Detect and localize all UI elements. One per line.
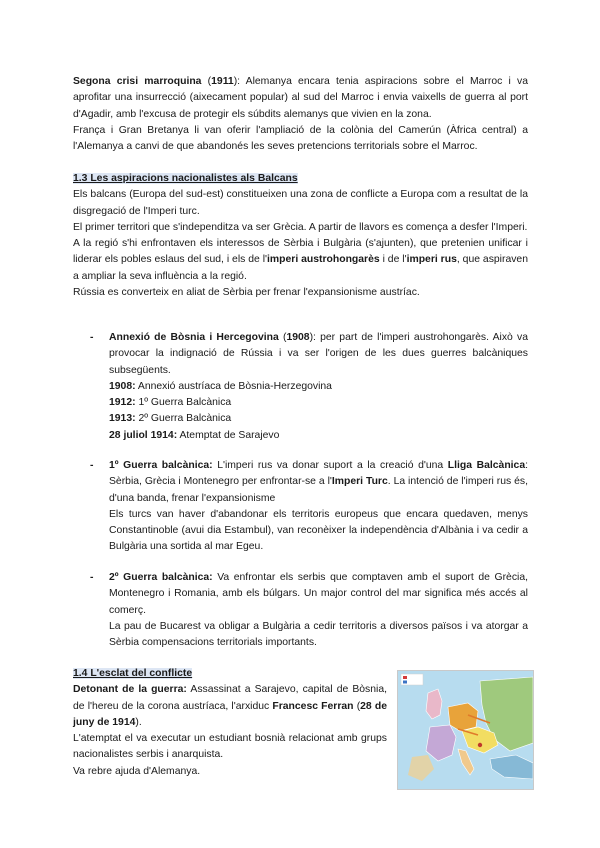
trigger-paragraph: Detonant de la guerra: Assassinat a Sarajevo, capital de Bòsnia, de l'hereu de la corona austríaca, l'arxiduc Francesc Ferran (28 de juny de 1914). <box>73 684 387 728</box>
balkans-section <box>73 171 528 301</box>
bullet-dash: - <box>90 460 94 471</box>
section-heading-1-4: 1.4 L'esclat del conflicte <box>73 668 193 679</box>
second-balkan-war-paragraph-2: La pau de Bucarest va obligar a Bulgària a cedir territoris a diversos països i va atorgar a Sèrbia compensacions territorials importants. <box>109 620 528 649</box>
moroccan-crisis-title: Segona crisi marroquina <box>73 76 202 87</box>
bullet-dash: - <box>90 332 94 343</box>
first-balkan-war-paragraph: 1º Guerra balcànica: L'imperi rus va donar suport a la creació d'una Lliga Balcànica: Sèrbia, Grècia i Montenegro per enfrontar-se a l'Imperi Turc. La intenció de l'imperi rus és, d'una banda, frenar l'expansionisme <box>109 460 528 504</box>
moroccan-crisis-block <box>73 74 528 155</box>
bosnia-annexation-paragraph: Annexió de Bòsnia i Hercegovina (1908): per part de l'imperi austrohongarès. Això va provocar la indignació de Rússia i va ser l'origen de les dues guerres balcàniques subsegüents. <box>109 332 529 376</box>
first-balkan-war-paragraph-2: Els turcs van haver d'abandonar els territoris europeus que encara quedaven, menys Constantinoble (avui dia Estambul), van reconèixer la independència d'Albània i va cedir a Bulgària una sortida al mar Egeu. <box>109 508 528 553</box>
section-heading-1-3: 1.3 Les aspiracions nacionalistes als Balcans <box>73 173 298 184</box>
balkans-paragraph-1: Els balcans (Europa del sud-est) constitueixen una zona de conflicte a Europa com a resultat de la disgregació de l'Imperi turc. <box>73 189 528 217</box>
bullet-dash: - <box>90 572 94 583</box>
moroccan-crisis-paragraph: Segona crisi marroquina (1911): Alemanya encara tenia aspiracions sobre el Marroc i va aprofitar una insurrecció (aixecament popular) al sud del Marroc i envia vaixells de guerra al port d'Agadir, amb l'excusa de protegir els súbdits alemanys que vivien en la zona. <box>73 76 528 120</box>
map-legend-swatch <box>403 676 407 679</box>
map-legend-swatch <box>403 681 407 684</box>
timeline-entry: 1913: 2º Guerra Balcànica <box>109 413 232 425</box>
map-sarajevo-marker <box>478 743 482 747</box>
moroccan-crisis-year: 1911 <box>211 76 234 87</box>
map-britain <box>426 689 442 719</box>
germany-help-paragraph: Va rebre ajuda d'Alemanya. <box>73 765 201 777</box>
second-balkan-war-paragraph: 2º Guerra balcànica: Va enfrontar els serbis que comptaven amb el suport de Grècia, Montenegro i Romania, amb els búlgars. Un major control del mar significa més accés al comerç. <box>109 572 528 616</box>
assassin-paragraph: L'atemptat el va executar un estudiant bosnià relacionat amb grups nacionalistes serbis i anarquista. <box>73 733 387 761</box>
europe-map-image <box>397 670 534 790</box>
conflict-outbreak-section <box>73 666 387 780</box>
bosnia-annexation-item <box>109 330 528 444</box>
second-balkan-war-item <box>109 570 528 651</box>
timeline-entry: 1912: 1º Guerra Balcànica <box>109 397 232 409</box>
balkans-paragraph-3: A la regió s'hi enfrontaven els interessos de Sèrbia i Bulgària (s'ajunten), que pretenien unificar i liderar els pobles eslaus del sud, i els de l'imperi austrohongarès i de l'imperi rus, que aspiraven a ampliar la seva influència a la regió. <box>73 238 528 282</box>
balkans-paragraph-4: Rússia es converteix en aliat de Sèrbia per frenar l'expansionisme austríac. <box>73 287 420 299</box>
timeline-entry: 1908: Annexió austríaca de Bòsnia-Herzegovina <box>109 380 332 392</box>
balkans-paragraph-2: El primer territori que s'independitza va ser Grècia. A partir de llavors es comença a desfer l'Imperi. <box>73 221 528 233</box>
france-britain-paragraph: França i Gran Bretanya li van oferir l'ampliació de la colònia del Camerún (Àfrica central) a l'Alemanya a canvi de que abandonés les seves pretencions territorials sobre el Marroc. <box>73 124 528 153</box>
timeline-entry: 28 juliol 1914: Atemptat de Sarajevo <box>109 429 280 441</box>
first-balkan-war-item <box>109 458 528 556</box>
